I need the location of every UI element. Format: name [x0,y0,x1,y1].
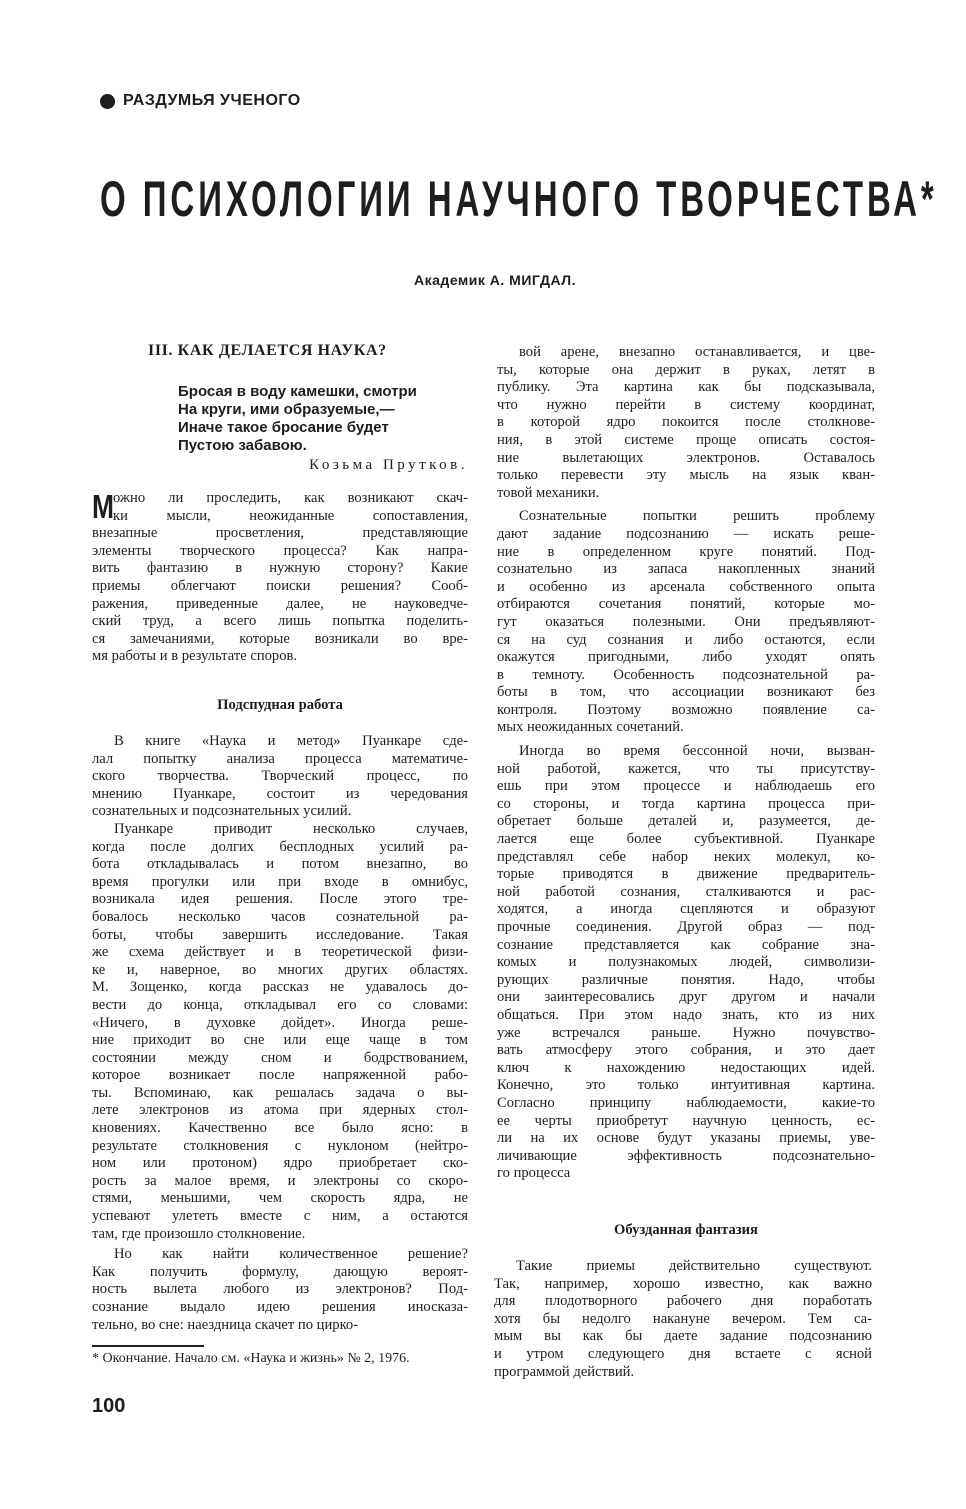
text-line: ходятся, а иногда сцепляются и образуют [497,901,875,918]
text-line: представлял себе набор неких молекул, ко- [497,848,875,865]
text-line: состоянии между сном и бодрствованием, [92,1049,468,1066]
paragraph [494,1258,872,1381]
text-line: ключ к нахождению недостающих идей. [497,1059,875,1076]
text-line: ном или протоном) ядро приобретает ско- [92,1155,468,1172]
text-line: окажутся пригодными, либо уходят опять [497,649,875,666]
text-line: и утром следующего дня встаете с ясной [494,1345,872,1362]
text-line: хотя бы недолго накануне вечером. Тем са- [494,1310,872,1327]
text-line: тельно, во сне: наездница скачет по цирко- [92,1316,359,1333]
paragraph [92,733,468,821]
text-line: ожно ли проследить, как возникают скач- [113,490,468,506]
footnote: * Окончание. Начало см. «Наука и жизнь» № 2, 1976. [92,1351,410,1366]
text-line: они заинтересовались друг другом и начали [497,989,875,1006]
drop-cap: М [92,488,114,525]
text-line: мым вы как бы даете задание подсознанию [494,1328,872,1345]
text-line: и особенно из арсенала собственного опыта [497,578,875,595]
text-line: ния, в этой системе проще описать состоя- [497,431,875,448]
text-line: что нужно перейти в систему координат, [497,396,875,413]
text-line: Иногда во время бессонной ночи, вызван- [519,743,875,760]
text-line: мых неожиданных сочетаний. [497,719,684,736]
text-line: кновениях. Качественно все было ясно: в [92,1120,468,1137]
text-line: ся на суд сознания и либо остаются, если [497,631,875,648]
epigraph-line: Бросая в воду камешки, смотри [178,383,417,400]
text-line: комых и полузнакомых людей, символизи- [497,954,875,971]
text-line: Так, например, хорошо известно, как важно [494,1275,872,1292]
text-line: же схема действует и в теоретической физи- [92,944,468,961]
text-line: ского творчества. Творческий процесс, по [92,768,468,785]
text-line: ность вылета любого из электронов? Под- [92,1281,468,1298]
intro-lines [92,490,468,666]
text-line: Пуанкаре приводит несколько случаев, [114,820,468,837]
text-line: М. Зощенко, когда рассказ не удавалось до- [92,979,468,996]
text-line: Такие приемы действительно существуют. [516,1258,872,1274]
text-line: личивающие эффективность подсознательно- [497,1147,875,1164]
text-line: в которой ядро покоится после столкнове- [497,414,875,431]
text-line: ние приходит во сне или еще чаще в том [92,1032,468,1049]
text-line: ли на их основе будут указаны приемы, уве- [497,1130,875,1147]
text-line: Как получить формулу, дающую вероят- [92,1263,468,1280]
right-column-body-end [494,1258,872,1381]
text-line: ее черты приобретут научную ценность, ес- [497,1112,875,1129]
text-line: публику. Эта картина как бы подсказывала, [497,379,875,396]
text-line: Согласно принципу наблюдаемости, какие-то [497,1094,875,1111]
text-line: лается еще более субъективной. Пуанкаре [497,831,875,848]
text-line: ражения, приведенные далее, не науковедче- [92,595,468,612]
text-line: контроля. Поэтому возможно появление са- [497,701,875,718]
text-line: обретает больше деталей и, разумеется, де- [497,813,875,830]
text-line: Но как найти количественное решение? [114,1246,468,1263]
text-line: вести до конца, откладывал его со словами: [92,996,468,1013]
text-line: вой арене, внезапно останавливается, и цве- [519,344,875,360]
text-line: для плодотворного рабочего дня поработать [494,1293,872,1310]
text-line: элементы творческого процесса? Как напра- [92,542,468,559]
epigraph-line: Иначе такое бросание будет [178,419,389,436]
text-line: гут оказаться полезными. Они предъявляют- [497,613,875,630]
left-column-body [92,733,468,1334]
paragraph [92,1246,468,1334]
text-line: бота откладывалась и потом внезапно, во [92,856,468,873]
paragraph [497,508,875,737]
epigraph-line: Пустою забавою. [178,437,307,454]
subhead-podspudnaya: Подспудная работа [217,697,343,713]
text-line: ся замечаниями, которые возникали во вре- [92,630,468,647]
article-title: О ПСИХОЛОГИИ НАУЧНОГО ТВОРЧЕСТВА* [100,171,938,227]
paragraph [497,344,875,502]
text-line: ке и, наверное, во многих других областях. [92,961,468,978]
rubric [100,92,301,110]
footnote-divider [92,1345,204,1347]
intro-paragraph [92,490,468,666]
text-line: сознание выдало идею решения иносказа- [92,1299,468,1315]
text-line: лете электронов из атома при ядерных стол- [92,1102,468,1119]
text-line: сознательно из запаса накопленных знаний [497,561,875,578]
text-line: ты. Вспоминаю, как решалась задача о вы- [92,1084,468,1101]
text-line: прочные соединения. Другой образ — под- [497,919,875,935]
text-line: боты, чтобы завершить исследование. Такая [92,926,468,943]
text-line: ной работой сознания, сталкиваются и рас- [497,883,875,900]
text-line: успевают улететь вместе с ним, а остаются [92,1208,468,1225]
text-line: которое возникает после напряженной рабо- [92,1067,468,1084]
text-line: уже встречался раньше. Нужно почувство- [497,1024,875,1041]
text-line: ешь при этом процессе и наблюдаешь его [497,778,875,795]
text-line: стями, меньшими, чем скорость ядра, не [92,1190,468,1207]
text-line: вить фантазию в нужную сторону? Какие [92,560,468,577]
text-line: со стороны, и тогда картина процесса при- [497,795,875,812]
text-line: сознательных и подсознательных усилий. [92,803,352,820]
text-line: ной работой, кажется, что ты присутству- [497,760,875,777]
epigraph-line: На круги, ими образуемые,— [178,401,395,418]
epigraph-author: Козьма Прутков. [309,457,468,473]
text-line: лал попытку анализа процесса математиче- [92,750,468,767]
text-line: ки мысли, неожиданные сопоставления, [113,507,468,524]
text-line: Сознательные попытки решить проблему [519,508,875,525]
text-line: время прогулки или при входе в омнибус, [92,873,468,890]
text-line: товой механики. [497,484,600,501]
text-line: отбираются сочетания понятий, которые мо- [497,596,875,613]
text-line: возникала идея решения. После этого тре- [92,891,468,908]
rubric-label: РАЗДУМЬЯ УЧЕНОГО [123,92,301,109]
text-line: сознание представляется как собрание зна- [497,936,875,953]
text-line: в темноту. Особенность подсознательной ра- [497,666,875,683]
paragraph [497,743,875,1183]
text-line: торые приводятся в движение предваритель- [497,866,875,883]
bullet-icon [100,94,115,109]
text-line: когда после долгих бесплодных усилий ра- [92,838,468,855]
text-line: боты в том, что ассоциации возникают без [497,684,875,701]
text-line: ский труд, а всего лишь попытка поделить- [92,613,468,630]
article-author: Академик А. МИГДАЛ. [414,272,576,288]
text-line: рость за малое время, и электроны со скоро- [92,1172,468,1189]
epigraph [178,383,417,455]
text-line: В книге «Наука и метод» Пуанкаре сде- [114,733,468,749]
text-line: ты, которые она держит в руках, летят в [497,361,875,378]
text-line: го процесса [497,1165,571,1182]
text-line: мя работы и в результате споров. [92,648,298,665]
text-line: ние вылетающих электронов. Оставалось [497,449,875,466]
text-line: ние в определенном круге понятий. Под- [497,543,875,560]
section-title: III. КАК ДЕЛАЕТСЯ НАУКА? [148,342,387,359]
right-column-body [497,344,875,1183]
text-line: рующих различные понятия. Надо, чтобы [497,971,875,988]
text-line: мнению Пуанкаре, состоит из чередования [92,785,468,802]
text-line: внезапные просветления, представляющие [92,525,468,542]
page-number: 100 [92,1395,126,1417]
text-line: общаться. При этом надо знать, кто из них [497,1006,875,1023]
subhead-obuzdannaya: Обузданная фантазия [614,1222,758,1238]
paragraph [92,821,468,1243]
text-line: программой действий. [494,1363,635,1380]
text-line: «Ничего, в духовке дойдет». Иногда реше- [92,1014,468,1031]
text-line: дают задание подсознанию — искать реше- [497,525,875,542]
text-line: только перевести эту мысль на язык кван- [497,467,875,484]
text-line: бовалось несколько часов сознательной ра- [92,908,468,925]
text-line: вать атмосферу этого собрания, и это дает [497,1042,875,1059]
text-line: результате столкновения с нуклоном (нейтро- [92,1137,468,1154]
text-line: там, где произошло столкновение. [92,1225,306,1242]
text-line: приемы облегчают поиски решения? Сооб- [92,577,468,594]
text-line: Конечно, это только интуитивная картина. [497,1077,875,1094]
